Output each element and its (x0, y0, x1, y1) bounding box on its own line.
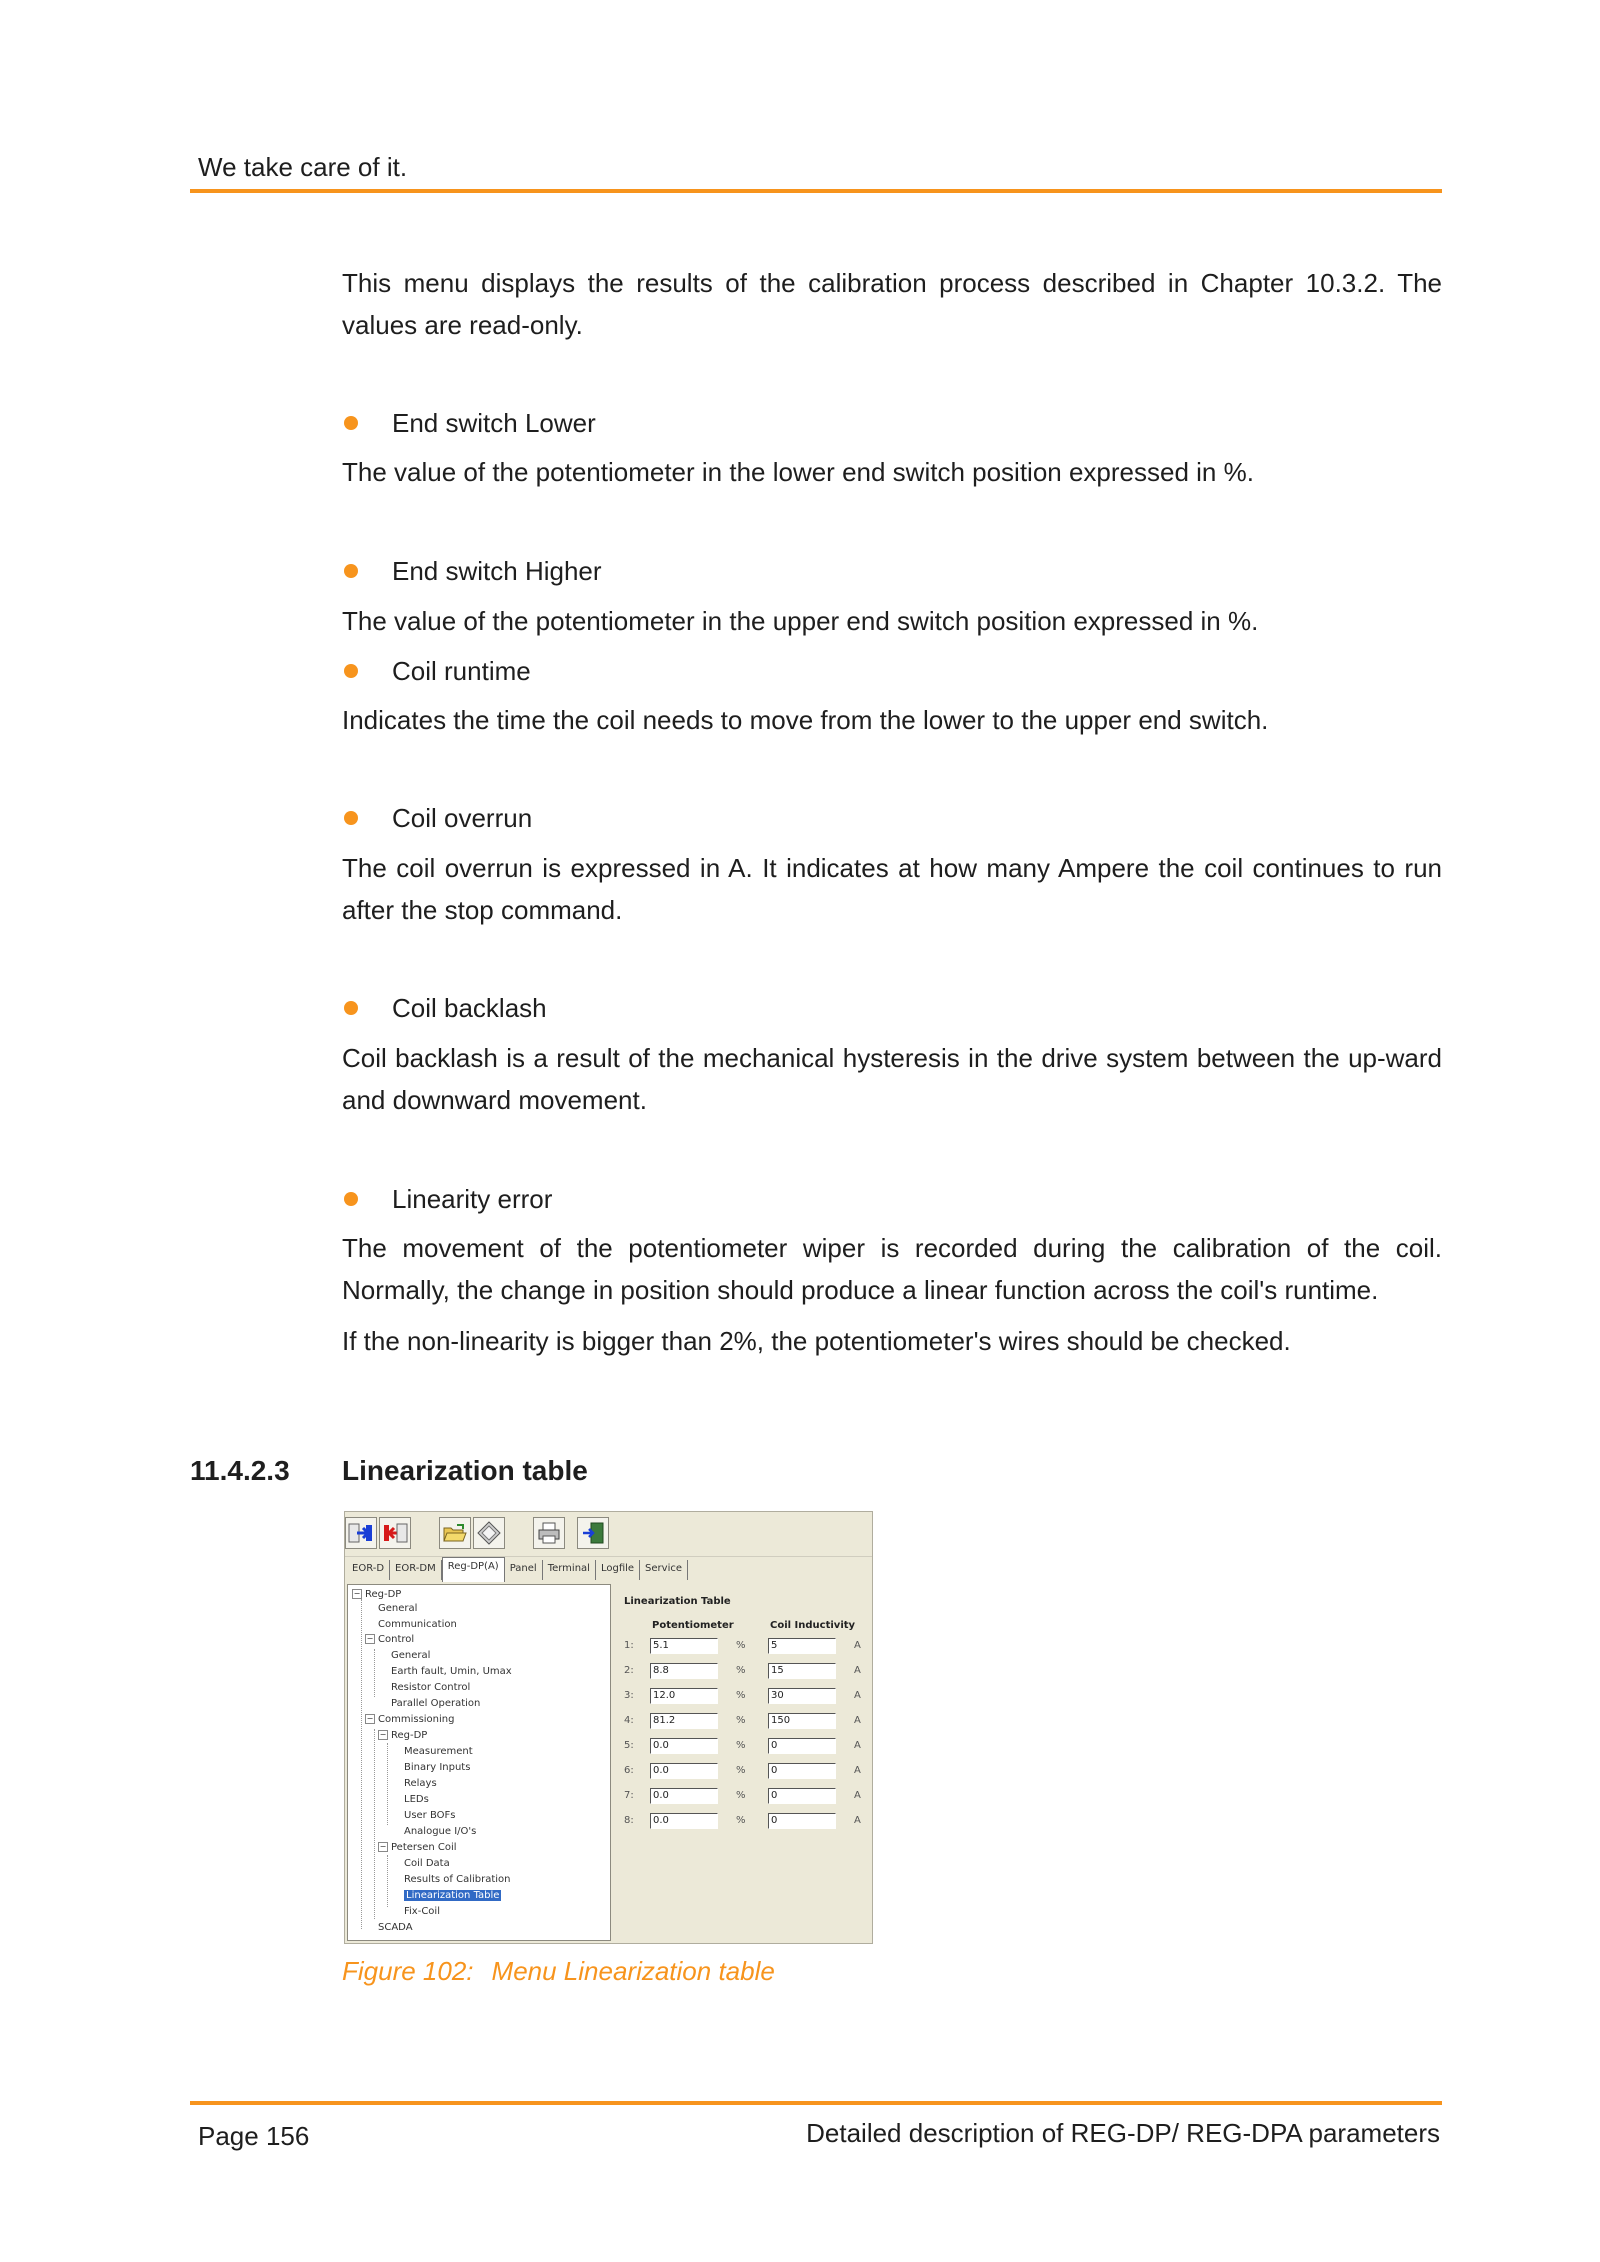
collapse-icon[interactable]: − (379, 1842, 387, 1851)
bullet-title: Coil runtime (392, 656, 531, 686)
inductivity-field[interactable]: 150 (768, 1713, 836, 1729)
collapse-icon[interactable]: − (366, 1714, 374, 1723)
collapse-icon[interactable]: − (353, 1589, 361, 1598)
bullet-end-switch-higher (342, 550, 602, 592)
potentiometer-field[interactable]: 0.0 (650, 1763, 718, 1779)
bullet-description-extra: If the non-linearity is bigger than 2%, the potentiometer's wires should be checked. (342, 1326, 1291, 1356)
potentiometer-field[interactable]: 8.8 (650, 1663, 718, 1679)
inductivity-field[interactable]: 5 (768, 1638, 836, 1654)
column-header-coil-inductivity: Coil Inductivity (770, 1620, 856, 1631)
bullet-description: The value of the potentiometer in the lower end switch position expressed in %. (342, 457, 1254, 487)
inductivity-field[interactable]: 0 (768, 1788, 836, 1804)
collapse-icon[interactable]: − (366, 1634, 374, 1643)
linearization-form (614, 1584, 870, 1941)
tree-item-general[interactable]: General (378, 1603, 418, 1614)
tree-guide-line (387, 1855, 388, 1907)
table-row: 5: 0.0 % 0 A (622, 1738, 867, 1755)
bullet-coil-backlash (342, 987, 547, 1029)
bullet-end-switch-lower (342, 402, 596, 444)
bullet-dot-icon (344, 811, 358, 825)
tree-item-control-general[interactable]: General (391, 1650, 431, 1661)
tree-item-relays[interactable]: Relays (404, 1778, 437, 1789)
software-screenshot (344, 1511, 873, 1944)
potentiometer-field[interactable]: 81.2 (650, 1713, 718, 1729)
tree-item-linearization-table[interactable]: Linearization Table (406, 1890, 500, 1901)
footer-title: Detailed description of REG-DP/ REG-DPA parameters (806, 2118, 1440, 2148)
bullet-title: End switch Higher (392, 556, 602, 586)
print-icon[interactable] (533, 1517, 565, 1549)
inductivity-field[interactable]: 0 (768, 1813, 836, 1829)
figure-number: Figure 102: (342, 1956, 474, 1986)
potentiometer-field[interactable]: 5.1 (650, 1638, 718, 1654)
table-row: 8: 0.0 % 0 A (622, 1813, 867, 1830)
tab-bar (347, 1560, 870, 1582)
table-row: 6: 0.0 % 0 A (622, 1763, 867, 1780)
open-folder-icon[interactable] (439, 1517, 471, 1549)
figure-caption (342, 1956, 775, 1987)
tab-eor-dm[interactable]: EOR-DM (390, 1560, 442, 1580)
potentiometer-field[interactable]: 12.0 (650, 1688, 718, 1704)
tree-guide-line (361, 1599, 362, 1929)
tree-item-fix-coil[interactable]: Fix-Coil (404, 1906, 440, 1917)
tree-item-reg-dp[interactable]: − Reg-DP (353, 1589, 402, 1600)
tab-service[interactable]: Service (640, 1560, 688, 1580)
table-row: 4: 81.2 % 150 A (622, 1713, 867, 1730)
intro-paragraph: This menu displays the results of the calibration process described in Chapter 10.3.2. The values are read-only. (342, 268, 1442, 340)
tree-guide-line (374, 1649, 375, 1697)
exit-icon[interactable] (577, 1517, 609, 1549)
bullet-title: Coil overrun (392, 803, 533, 833)
header-rule (190, 189, 1442, 193)
tree-item-earth-fault[interactable]: Earth fault, Umin, Umax (391, 1666, 512, 1677)
potentiometer-field[interactable]: 0.0 (650, 1813, 718, 1829)
bullet-description: The value of the potentiometer in the upper end switch position expressed in %. (342, 606, 1259, 636)
bullet-dot-icon (344, 416, 358, 430)
section-heading (190, 1455, 588, 1487)
bullet-dot-icon (344, 564, 358, 578)
header-tagline: We take care of it. (198, 152, 408, 182)
tree-item-results-of-calibration[interactable]: Results of Calibration (404, 1874, 511, 1885)
section-number: 11.4.2.3 (190, 1455, 290, 1486)
send-icon[interactable] (345, 1517, 377, 1549)
bullet-dot-icon (344, 664, 358, 678)
inductivity-field[interactable]: 15 (768, 1663, 836, 1679)
tab-reg-dp[interactable]: Reg-DP(A) (442, 1557, 505, 1582)
bullet-linearity-error (342, 1178, 552, 1220)
navigation-tree (347, 1584, 611, 1941)
bullet-title: Coil backlash (392, 993, 547, 1023)
tree-item-commissioning[interactable]: − Commissioning (366, 1714, 455, 1725)
form-title: Linearization Table (624, 1596, 731, 1607)
tab-terminal[interactable]: Terminal (543, 1560, 596, 1580)
section-title: Linearization table (342, 1455, 588, 1486)
tree-item-parallel-operation[interactable]: Parallel Operation (391, 1698, 481, 1709)
tree-item-resistor-control[interactable]: Resistor Control (391, 1682, 471, 1693)
bullet-coil-overrun (342, 797, 532, 839)
tree-item-petersen-coil[interactable]: − Petersen Coil (379, 1842, 457, 1853)
table-row: 1: 5.1 % 5 A (622, 1638, 867, 1655)
figure-title: Menu Linearization table (491, 1956, 775, 1986)
bullet-dot-icon (344, 1192, 358, 1206)
bullet-description: Coil backlash is a result of the mechanical hysteresis in the drive system between the up-ward and downward movement. (342, 1043, 1442, 1115)
tab-panel[interactable]: Panel (505, 1560, 543, 1580)
bullet-description: Indicates the time the coil needs to move from the lower to the upper end switch. (342, 705, 1269, 735)
column-header-potentiometer: Potentiometer (652, 1620, 734, 1631)
bullet-description: The coil overrun is expressed in A. It indicates at how many Ampere the coil continues to run after the stop command. (342, 853, 1442, 925)
tree-item-control[interactable]: − Control (366, 1634, 415, 1645)
save-disk-icon[interactable] (473, 1517, 505, 1549)
table-row: 3: 12.0 % 30 A (622, 1688, 867, 1705)
tree-item-analogue-io[interactable]: Analogue I/O's (404, 1826, 477, 1837)
tree-item-commissioning-reg-dp[interactable]: − Reg-DP (379, 1730, 428, 1741)
potentiometer-field[interactable]: 0.0 (650, 1788, 718, 1804)
tree-guide-line (374, 1729, 375, 1919)
tree-item-coil-data[interactable]: Coil Data (404, 1858, 450, 1869)
bullet-dot-icon (344, 1001, 358, 1015)
bullet-coil-runtime (342, 650, 531, 692)
inductivity-field[interactable]: 0 (768, 1738, 836, 1754)
tree-guide-line (387, 1743, 388, 1825)
tree-item-binary-inputs[interactable]: Binary Inputs (404, 1762, 471, 1773)
tree-item-user-bofs[interactable]: User BOFs (404, 1810, 456, 1821)
bullet-description: The movement of the potentiometer wiper is recorded during the calibration of the coil. Normally, the change in position should produce a linear function across the coil's runtime. (342, 1233, 1442, 1305)
tree-item-leds[interactable]: LEDs (404, 1794, 429, 1805)
table-row: 2: 8.8 % 15 A (622, 1663, 867, 1680)
footer-rule (190, 2101, 1442, 2105)
page-number: Page 156 (198, 2121, 310, 2151)
potentiometer-field[interactable]: 0.0 (650, 1738, 718, 1754)
table-row: 7: 0.0 % 0 A (622, 1788, 867, 1805)
tree-item-scada[interactable]: SCADA (378, 1922, 413, 1933)
collapse-icon[interactable]: − (379, 1730, 387, 1739)
inductivity-field[interactable]: 0 (768, 1763, 836, 1779)
tree-item-communication[interactable]: Communication (378, 1619, 457, 1630)
tab-logfile[interactable]: Logfile (596, 1560, 640, 1580)
bullet-title: Linearity error (392, 1184, 553, 1214)
tree-item-measurement[interactable]: Measurement (404, 1746, 473, 1757)
receive-icon[interactable] (379, 1517, 411, 1549)
inductivity-field[interactable]: 30 (768, 1688, 836, 1704)
bullet-title: End switch Lower (392, 408, 596, 438)
toolbar (345, 1512, 872, 1557)
tab-eor-d[interactable]: EOR-D (347, 1560, 390, 1580)
